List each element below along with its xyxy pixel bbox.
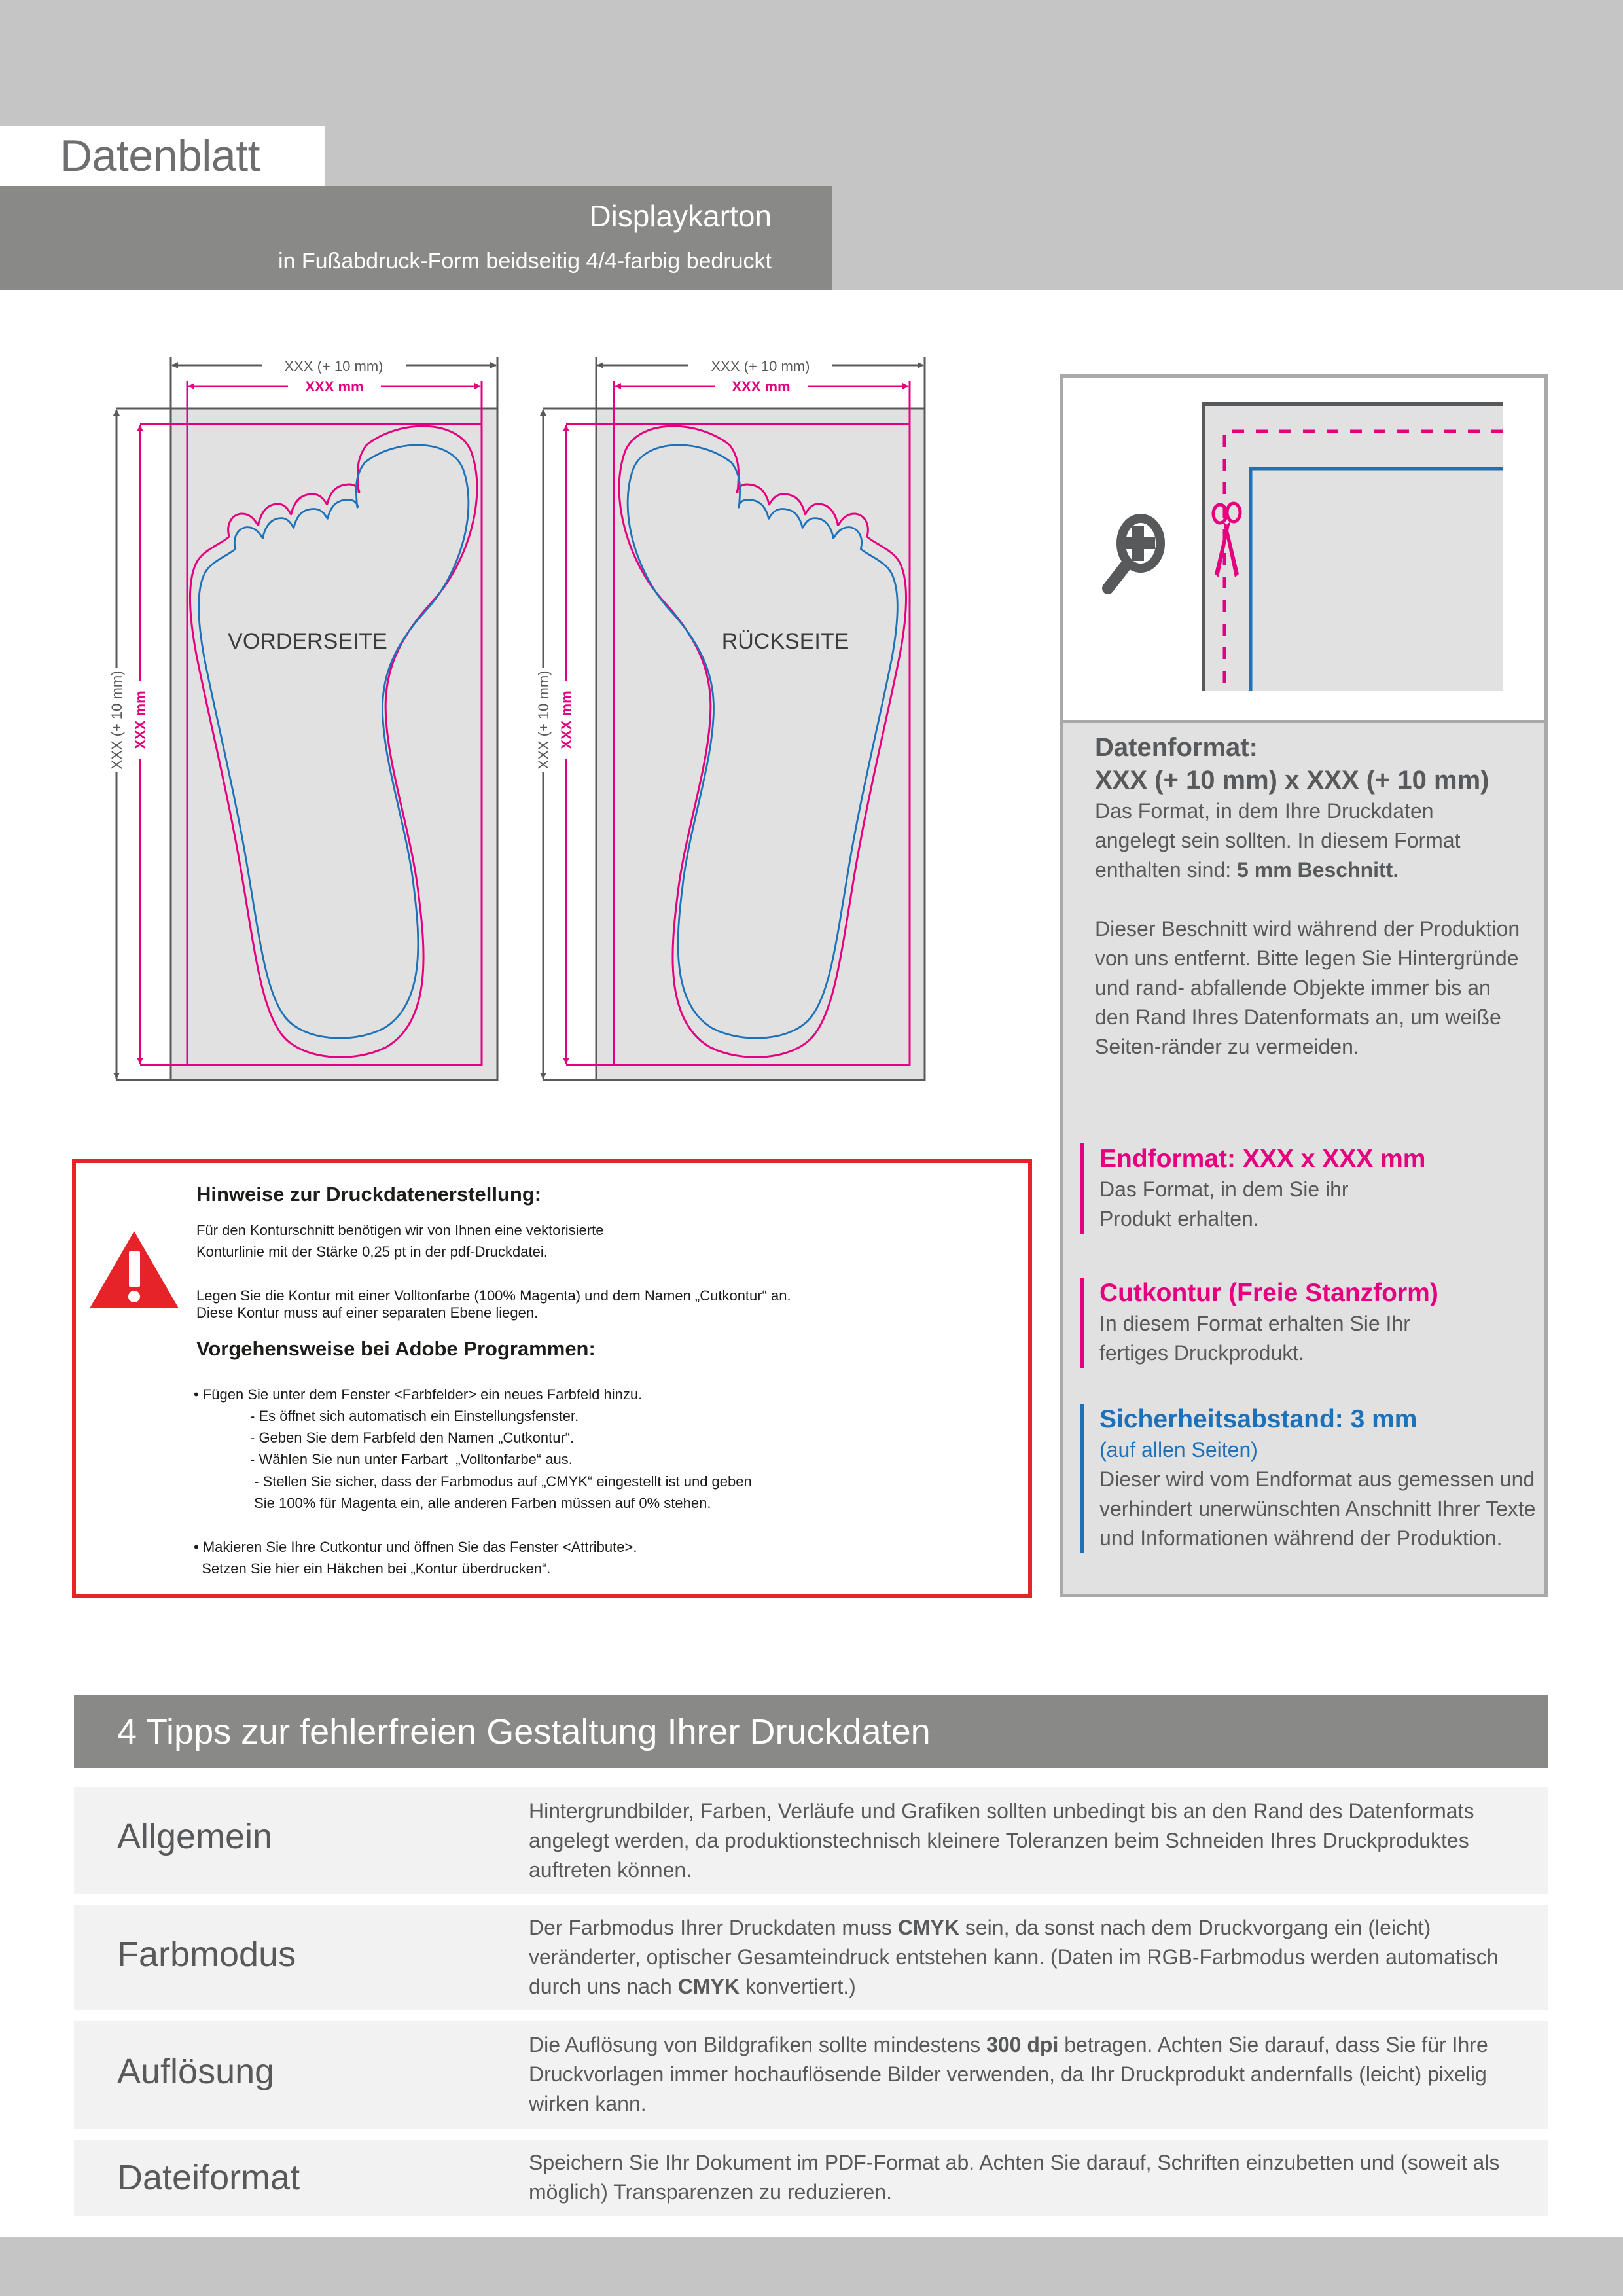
detail-preview — [1063, 378, 1544, 723]
adobe-step: • Fügen Sie unter dem Fenster <Farbfelder> ein neues Farbfeld hinzu. — [194, 1386, 643, 1403]
notes-p2-line1: Legen Sie die Kontur mit einer Volltonfarbe (100% Magenta) und dem Namen „Cutkontur“ an. — [196, 1287, 791, 1304]
footer-band — [0, 2237, 1623, 2296]
back-side-label: RÜCKSEITE — [721, 629, 849, 654]
tip-row-dateiformat — [74, 2140, 1548, 2216]
foot-diagrams-svg — [0, 327, 982, 1113]
back-height-inner: XXX mm — [558, 691, 575, 749]
adobe-step: Setzen Sie hier ein Häkchen bei „Kontur überdrucken“. — [194, 1560, 551, 1577]
endformat-heading: Endformat: XXX x XXX mm — [1099, 1145, 1426, 1173]
tip-text-bold: CMYK — [897, 1916, 959, 1939]
tips-heading: 4 Tipps zur fehlerfreien Gestaltung Ihrer Druckdaten — [117, 1712, 931, 1751]
adobe-step: - Stellen Sie sicher, dass der Farbmodus auf „CMYK“ eingestellt ist und geben — [250, 1473, 752, 1490]
datenformat-value: XXX (+ 10 mm) x XXX (+ 10 mm) — [1095, 766, 1489, 795]
adobe-step: Sie 100% für Magenta ein, alle anderen Farben müssen auf 0% stehen. — [250, 1495, 711, 1511]
adobe-step: - Wählen Sie nun unter Farbart „Volltonfarbe“ aus. — [250, 1451, 573, 1467]
front-side-label: VORDERSEITE — [228, 629, 387, 654]
datenformat-bleed: 5 mm Beschnitt. — [1237, 858, 1399, 882]
notes-p2-line2: Diese Kontur muss auf einer separaten Ebene liegen. — [196, 1304, 539, 1321]
tip-text-part: konvertiert.) — [739, 1975, 856, 1998]
endformat-section — [1080, 1143, 1558, 1234]
adobe-step: • Makieren Sie Ihre Cutkontur und öffnen Sie das Fenster <Attribute>. — [194, 1539, 637, 1555]
tip-text-part: sein, da sonst nach dem Druckvorgang ein (leicht) veränderter, optischer Gesamteindruck entstehen kann. (Daten im RGB-Farbmodus werden automatisch durch uns nach — [529, 1916, 1499, 1998]
cutkontur-heading: Cutkontur (Freie Stanzform) — [1099, 1279, 1438, 1307]
adobe-step: - Es öffnet sich automatisch ein Einstellungsfenster. — [250, 1408, 579, 1424]
tip-row-aufloesung — [74, 2021, 1548, 2129]
tips-header — [74, 1695, 1548, 1768]
detail-preview-svg — [1063, 378, 1544, 720]
title-box — [0, 126, 325, 186]
product-name: Displaykarton — [589, 199, 772, 233]
adobe-step: - Geben Sie dem Farbfeld den Namen „Cutkontur“. — [250, 1429, 575, 1446]
product-band — [0, 186, 832, 290]
notes-p1-line2: Konturlinie mit der Stärke 0,25 pt in der pdf-Druckdatei. — [196, 1244, 548, 1260]
product-description: in Fußabdruck-Form beidseitig 4/4-farbig bedruckt — [278, 249, 772, 274]
format-diagrams — [0, 327, 982, 1113]
print-data-notes — [72, 1159, 1032, 1598]
datenformat-text-2: Dieser Beschnitt wird während der Produktion von uns entfernt. Bitte legen Sie Hintergründe und rand- abfallende Objekte immer bis an den Rand Ihres Datenformats an, um weiße Seiten-ränder zu vermeiden. — [1095, 917, 1520, 1058]
info-panel — [1060, 374, 1548, 1597]
front-height-outer: XXX (+ 10 mm) — [109, 670, 125, 770]
sicherheit-heading: Sicherheitsabstand: 3 mm — [1099, 1405, 1418, 1433]
datenformat-text — [1095, 797, 1501, 885]
notes-heading: Hinweise zur Druckdatenerstellung: — [196, 1183, 542, 1206]
warning-triangle-icon — [90, 1229, 181, 1310]
tip-row-allgemein — [74, 1787, 1548, 1894]
front-height-inner: XXX mm — [132, 691, 149, 749]
front-diagram — [109, 357, 497, 1080]
adobe-heading: Vorgehensweise bei Adobe Programmen: — [196, 1337, 596, 1360]
datenformat-heading: Datenformat: — [1095, 733, 1258, 762]
tip-text-bold: CMYK — [677, 1975, 740, 1998]
tip-text-part: Der Farbmodus Ihrer Druckdaten muss — [529, 1916, 898, 1939]
datenformat-section — [1095, 731, 1540, 1062]
tip-label: Farbmodus — [117, 1935, 296, 1974]
tip-label: Allgemein — [117, 1817, 273, 1856]
back-diagram — [535, 357, 925, 1080]
cutkontur-text: In diesem Format erhalten Sie Ihr fertiges Druckprodukt. — [1099, 1312, 1410, 1365]
sicherheit-sub: (auf allen Seiten) — [1099, 1438, 1258, 1462]
page-title: Datenblatt — [60, 131, 260, 181]
back-width-inner: XXX mm — [732, 378, 791, 395]
tip-text-part: Die Auflösung von Bildgrafiken sollte mindestens — [529, 2033, 987, 2056]
cutkontur-section — [1080, 1278, 1558, 1368]
sicherheit-section — [1080, 1404, 1558, 1553]
tip-row-farbmodus — [74, 1905, 1548, 2010]
sicherheit-text: Dieser wird vom Endformat aus gemessen und verhindert unerwünschten Anschnitt Ihrer Texte und Informationen während der Produktion. — [1099, 1467, 1536, 1550]
tip-label: Auflösung — [117, 2052, 275, 2091]
zoom-in-icon — [1108, 518, 1160, 588]
tip-text: Hintergrundbilder, Farben, Verläufe und Grafiken sollten unbedingt bis an den Rand des Datenformats angelegt werden, da produktionstechnisch kleinere Toleranzen beim Schneiden Ihres Druckproduktes auftreten können. — [529, 1799, 1474, 1882]
front-data-format-rect — [171, 408, 497, 1080]
tip-text — [529, 1913, 1537, 2001]
tip-text: Speichern Sie Ihr Dokument im PDF-Format ab. Achten Sie darauf, Schriften einzubetten und (soweit als möglich) Transparenzen zu reduzieren. — [529, 2151, 1500, 2204]
front-width-inner: XXX mm — [305, 378, 364, 395]
tip-text-part: betragen. Achten Sie darauf, dass Sie für Ihre Druckvorlagen immer hochauflösende Bilder verwenden, da Ihr Druckprodukt andernfalls (leicht) pixelig wirken kann. — [529, 2033, 1488, 2115]
tip-label: Dateiformat — [117, 2158, 300, 2197]
datenformat-text-1: Das Format, in dem Ihre Druckdaten angelegt sein sollten. In diesem Format enthalten sind: — [1095, 799, 1461, 882]
tip-text — [529, 2030, 1537, 2119]
front-width-outer: XXX (+ 10 mm) — [284, 358, 383, 374]
back-data-format-rect — [596, 408, 925, 1080]
back-height-outer: XXX (+ 10 mm) — [535, 670, 552, 770]
notes-p1-line1: Für den Konturschnitt benötigen wir von Ihnen eine vektorisierte — [196, 1222, 604, 1238]
tip-text-bold: 300 dpi — [986, 2033, 1059, 2056]
back-width-outer: XXX (+ 10 mm) — [711, 358, 810, 374]
endformat-text: Das Format, in dem Sie ihr Produkt erhalten. — [1099, 1177, 1349, 1230]
